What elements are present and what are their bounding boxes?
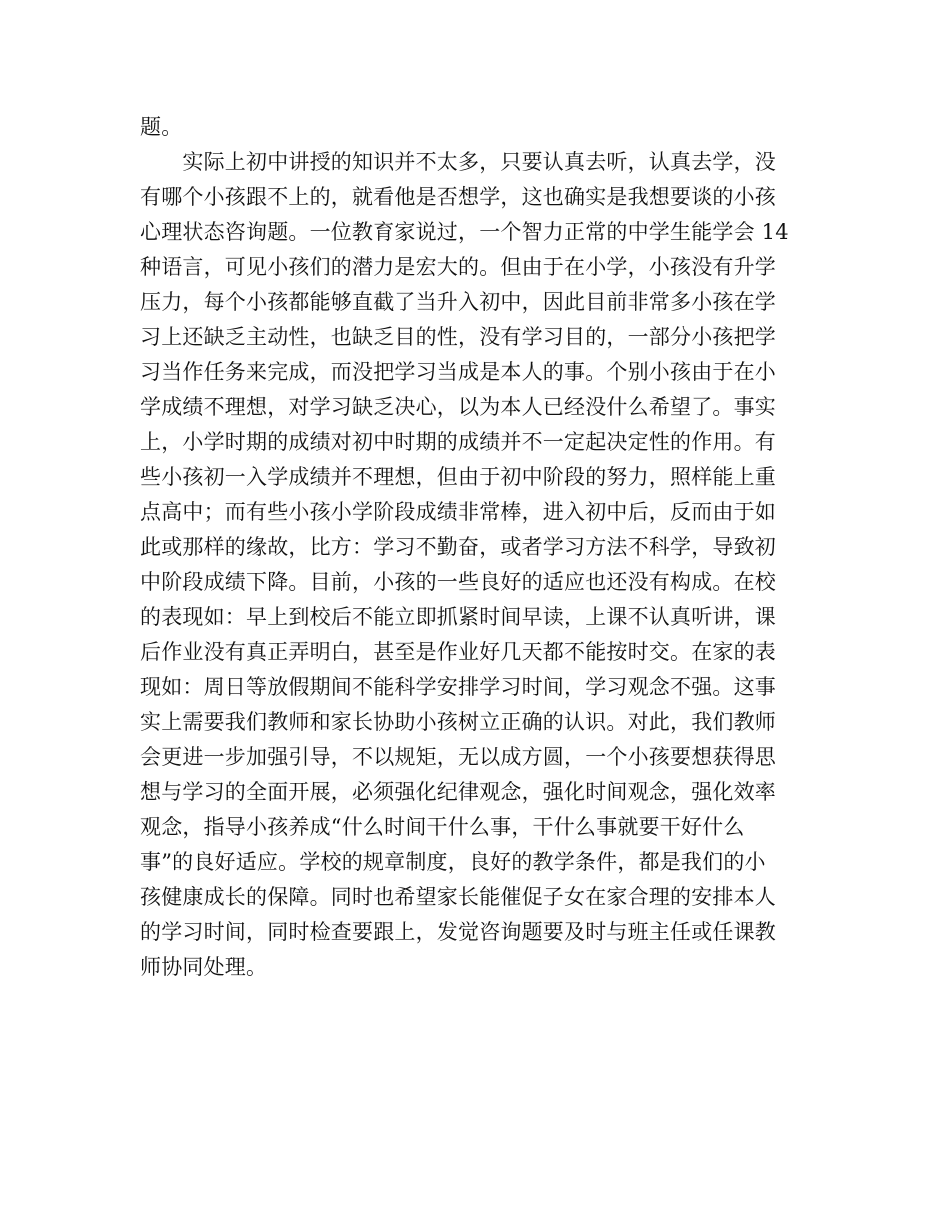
text-line: 的学习时间，同时检查要跟上，发觉咨询题要及时与班主任或任课教 (140, 920, 776, 944)
text-line: 的表现如：早上到校后不能立即抓紧时间早读，上课不认真听讲，课 (140, 605, 776, 629)
text-line: 此或那样的缘故，比方：学习不勤奋，或者学习方法不科学，导致初 (140, 535, 776, 559)
text-line: 些小孩初一入学成绩并不理想，但由于初中阶段的努力，照样能上重 (140, 465, 776, 489)
text-line: 心理状态咨询题。一位教育家说过，一个智力正常的中学生能学会 14 (140, 220, 789, 244)
text-line: 实上需要我们教师和家长协助小孩树立正确的认识。对此，我们教师 (140, 710, 776, 734)
text-line: 种语言，可见小孩们的潜力是宏大的。但由于在小学，小孩没有升学 (140, 255, 776, 279)
text-line: 后作业没有真正弄明白，甚至是作业好几天都不能按时交。在家的表 (140, 640, 776, 664)
text-line: 题。 (140, 115, 183, 139)
text-line: 会更进一步加强引导，不以规矩，无以成方圆，一个小孩要想获得思 (140, 745, 776, 769)
text-line: 事”的良好适应。学校的规章制度，良好的教学条件，都是我们的小 (140, 850, 766, 874)
text-line: 观念，指导小孩养成“什么时间干什么事，干什么事就要干好什么 (140, 815, 745, 839)
text-line: 习上还缺乏主动性，也缺乏目的性，没有学习目的，一部分小孩把学 (140, 325, 776, 349)
body-text (140, 110, 812, 985)
text-line: 师协同处理。 (140, 955, 268, 979)
text-line: 现如：周日等放假期间不能科学安排学习时间，学习观念不强。这事 (140, 675, 776, 699)
text-line: 中阶段成绩下降。目前，小孩的一些良好的适应也还没有构成。在校 (140, 570, 776, 594)
text-line: 孩健康成长的保障。同时也希望家长能催促子女在家合理的安排本人 (140, 885, 776, 909)
text-line: 想与学习的全面开展，必须强化纪律观念，强化时间观念，强化效率 (140, 780, 776, 804)
text-line: 有哪个小孩跟不上的，就看他是否想学，这也确实是我想要谈的小孩 (140, 185, 776, 209)
text-line: 习当作任务来完成，而没把学习当成是本人的事。个别小孩由于在小 (140, 360, 776, 384)
text-line: 上，小学时期的成绩对初中时期的成绩并不一定起决定性的作用。有 (140, 430, 776, 454)
text-line: 学成绩不理想，对学习缺乏决心，以为本人已经没什么希望了。事实 (140, 395, 776, 419)
text-line: 压力，每个小孩都能够直截了当升入初中，因此目前非常多小孩在学 (140, 290, 776, 314)
text-line: 点高中；而有些小孩小学阶段成绩非常棒，进入初中后，反而由于如 (140, 500, 776, 524)
text-line: 实际上初中讲授的知识并不太多，只要认真去听，认真去学，没 (140, 150, 776, 174)
